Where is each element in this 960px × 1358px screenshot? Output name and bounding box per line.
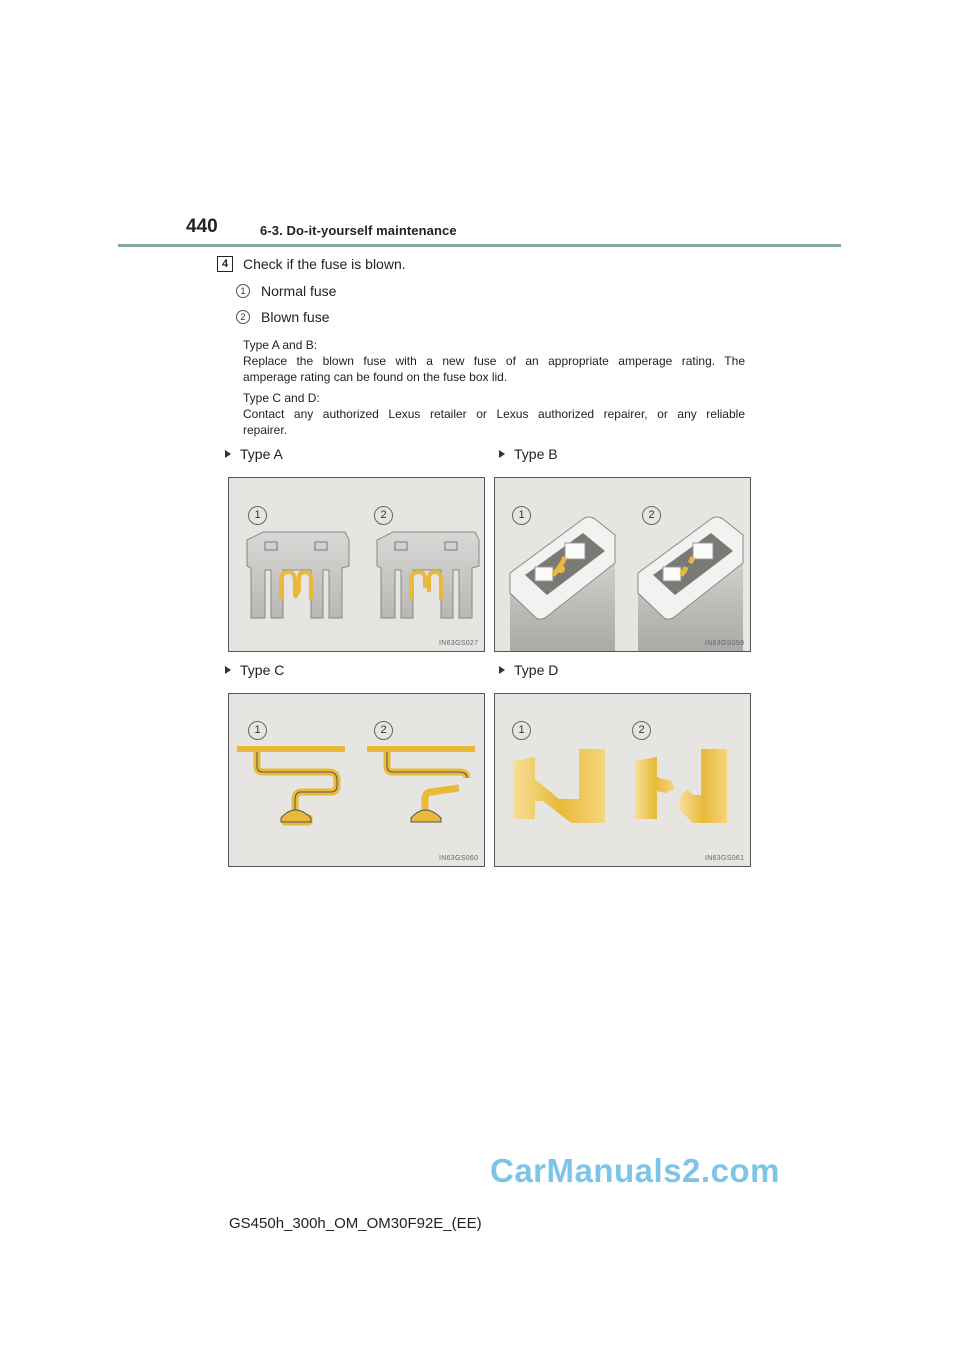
figure-type-a (228, 477, 485, 652)
type-d-fuse-illustration (495, 694, 750, 866)
watermark: CarManuals2.com (490, 1152, 780, 1189)
type-a-label: Type A (225, 446, 283, 462)
item-label-normal-fuse: Normal fuse (261, 283, 337, 299)
figure-b-code: IN63GS059 (705, 640, 745, 647)
step-text: Check if the fuse is blown. (243, 256, 406, 272)
notes-ab (243, 337, 745, 385)
type-b-fuse-illustration (495, 478, 750, 651)
type-a-fuse-illustration (229, 478, 484, 651)
figure-type-d (494, 693, 751, 867)
figure-c-marker-2: 2 (374, 721, 393, 740)
notes-ab-line1: Replace the blown fuse with a new fuse of an appropriate amperage rating. The (243, 354, 745, 368)
normal-fuse-a (247, 532, 349, 618)
notes-cd-line1: Contact any authorized Lexus retailer or Lexus authorized repairer, or any reliable (243, 407, 745, 421)
item-marker-1: 1 (236, 284, 250, 298)
triangle-bullet-icon (499, 450, 505, 458)
type-c-label: Type C (225, 662, 284, 678)
figure-a-code: IN63GS027 (439, 640, 479, 647)
notes-cd-heading: Type C and D: (243, 391, 320, 405)
notes-ab-heading: Type A and B: (243, 338, 318, 352)
figure-a-marker-2: 2 (374, 506, 393, 525)
item-label-blown-fuse: Blown fuse (261, 309, 330, 325)
footer-doc-code: GS450h_300h_OM_OM30F92E_(EE) (229, 1215, 482, 1232)
figure-type-b (494, 477, 751, 652)
figure-b-marker-1: 1 (512, 506, 531, 525)
type-b-label: Type B (499, 446, 558, 462)
normal-fuse-c (237, 746, 345, 822)
normal-fuse-d (513, 749, 605, 823)
type-d-label: Type D (499, 662, 558, 678)
section-title: 6-3. Do-it-yourself maintenance (260, 223, 457, 238)
figure-c-marker-1: 1 (248, 721, 267, 740)
figure-type-c (228, 693, 485, 867)
figure-b-marker-2: 2 (642, 506, 661, 525)
triangle-bullet-icon (225, 666, 231, 674)
page-number: 440 (186, 216, 218, 237)
triangle-bullet-icon (225, 450, 231, 458)
figure-d-code: IN63GS061 (705, 855, 745, 862)
figure-c-code: IN63GS060 (439, 855, 479, 862)
figure-d-marker-2: 2 (632, 721, 651, 740)
item-marker-2: 2 (236, 310, 250, 324)
figure-a-marker-1: 1 (248, 506, 267, 525)
blown-fuse-b (638, 517, 743, 651)
header-rule (118, 244, 841, 247)
blown-fuse-a (377, 532, 479, 618)
blown-fuse-d (635, 749, 727, 823)
blown-fuse-c (367, 746, 475, 822)
step-number-badge: 4 (217, 256, 233, 272)
notes-cd-line2: repairer. (243, 423, 288, 437)
notes-cd (243, 390, 745, 438)
triangle-bullet-icon (499, 666, 505, 674)
normal-fuse-b (510, 517, 615, 651)
figure-d-marker-1: 1 (512, 721, 531, 740)
notes-ab-line2: amperage rating can be found on the fuse box lid. (243, 370, 508, 384)
type-c-fuse-illustration (229, 694, 484, 866)
